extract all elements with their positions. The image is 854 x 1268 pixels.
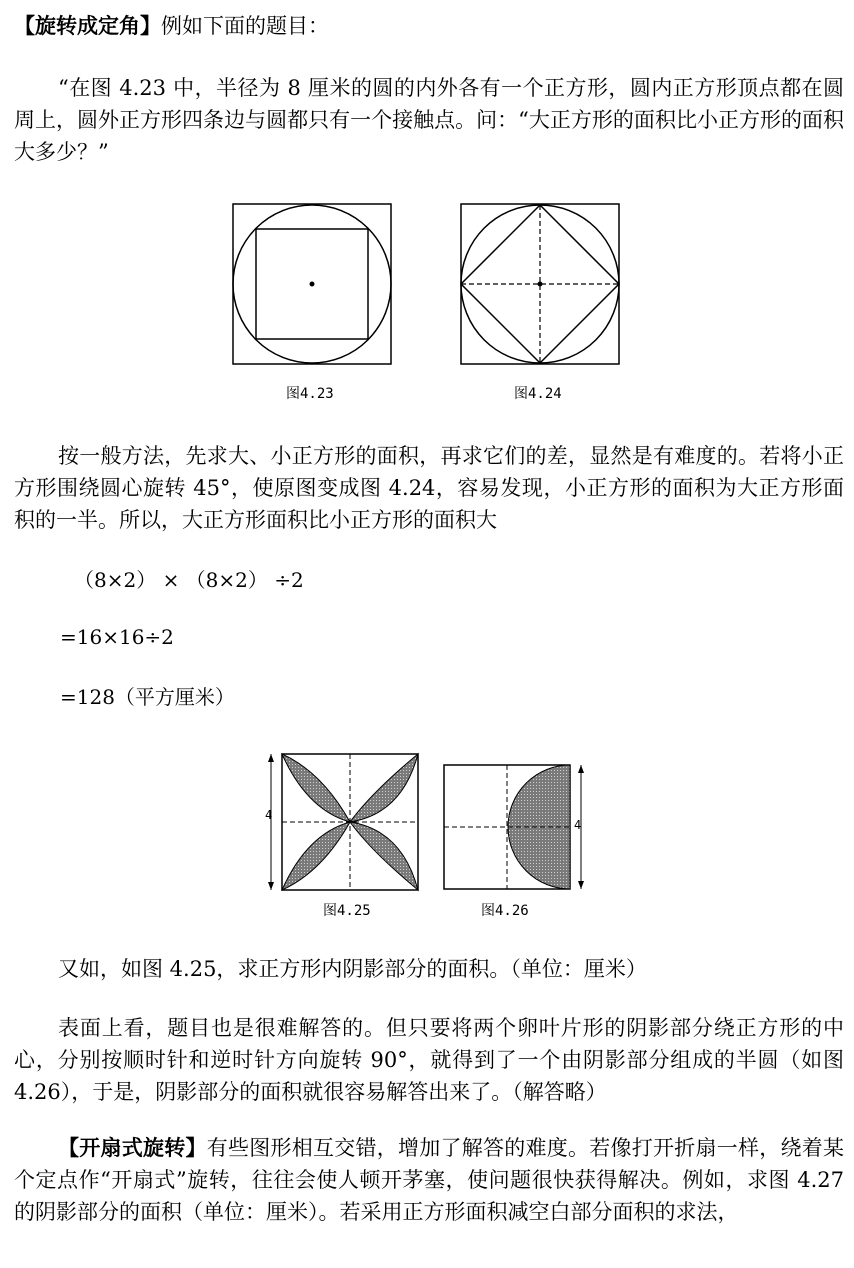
section-intro: 例如下面的题目： [161,14,329,38]
figure-caption: 图4.25 [323,903,371,919]
dimension-label: 4 [574,818,582,832]
section-heading: 【旋转成定角】 [14,14,161,38]
figure-4-23 [232,203,392,365]
solution-paragraph-2: 表面上看，题目也是很难解答的。但只要将两个卵叶片形的阴影部分绕正方形的中心，分别按顺时针和逆时针方向旋转 90°，就得到了一个由阴影部分组成的半圆（如图 4.26），于是，阴影部分的面积就很容易解答出来了。（解答略） [14,1016,844,1104]
math-line-1: （8×2） × （8×2） ÷2 [74,568,304,592]
math-line-3: =128（平方厘米） [60,685,235,709]
solution-paragraph: 按一般方法，先求大、小正方形的面积，再求它们的差，显然是有难度的。若将小正方形围绕圆心旋转 45°，使原图变成图 4.24，容易发现，小正方形的面积为大正方形面积的一半。所以，大正方形面积比小正方形的面积大 [14,444,844,532]
dimension-label: 4 [265,808,273,822]
figure-4-26 [443,764,593,890]
section-text: 有些图形相互交错，增加了解答的难度。若像打开折扇一样，绕着某个定点作“开扇式”旋转，往往会使人顿开茅塞，使问题很快获得解决。例如，求图 4.27 的阴影部分的面积（单位：厘米）。若采用正方形面积减空白部分面积的求法， [14,1136,844,1224]
example-paragraph: 又如，如图 4.25，求正方形内阴影部分的面积。（单位：厘米） [58,957,647,981]
section-rotation-fixed-angle [14,10,844,42]
figure-caption: 图4.26 [481,903,529,919]
problem-paragraph: “在图 4.23 中，半径为 8 厘米的圆的内外各有一个正方形，圆内正方形顶点都在圆周上，圆外正方形四条边与圆都只有一个接触点。问：“大正方形的面积比小正方形的面积大多少？” [14,76,844,164]
figure-4-24 [460,203,620,365]
section-heading: 【开扇式旋转】 [58,1136,207,1160]
figure-caption: 图4.23 [286,386,334,402]
figure-caption: 图4.24 [514,386,562,402]
math-line-2: =16×16÷2 [60,625,174,649]
figure-4-25 [262,752,422,892]
section-fan-rotation [14,1132,844,1228]
